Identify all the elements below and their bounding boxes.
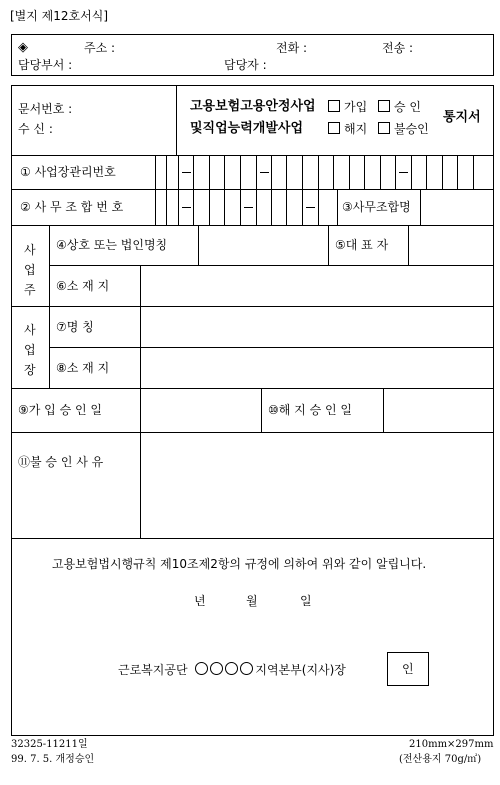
company-name-label: ④상호 또는 법인명칭 <box>56 238 168 252</box>
workplace-address-label: ⑧소 재 지 <box>56 361 110 375</box>
agency-header-box <box>11 34 494 76</box>
doc-number-label: 문서번호 : <box>18 102 73 116</box>
paper-type: (전산용지 70g/㎡) <box>399 754 482 765</box>
workplace-mgmt-no-label: ① 사업장관리번호 <box>20 165 116 179</box>
option-disapprove: 불승인 <box>378 122 429 135</box>
notice-title: 통지서 <box>443 110 481 125</box>
department-label: 담당부서 : <box>18 58 73 72</box>
fax-label: 전송 : <box>382 41 414 55</box>
workplace-section-label: 사 업 장 <box>24 323 36 377</box>
title-line1: 고용보험고용안정사업 <box>190 99 316 114</box>
phone-label: 전화 : <box>276 41 308 55</box>
blank-circles <box>195 663 255 677</box>
cancel-approval-date-label: ⑩해 지 승 인 일 <box>268 403 352 417</box>
title-line2: 및직업능력개발사업 <box>190 121 304 136</box>
official-seal-box <box>387 652 429 686</box>
disapprove-checkbox[interactable] <box>378 122 390 134</box>
disapproval-reason-label: ⑪불 승 인 사 유 <box>18 455 104 469</box>
legal-statement: 고용보험법시행규칙 제10조제2항의 규정에 의하여 위와 같이 알립니다. <box>52 557 427 571</box>
manager-label: 담당자 : <box>224 58 267 72</box>
date-year-label: 년 <box>194 594 206 608</box>
paper-size: 210mm×297mm <box>409 739 494 750</box>
form-code: 32325-11211일 <box>11 739 88 750</box>
date-day-label: 일 <box>300 594 312 608</box>
office-union-no-label: ② 사 무 조 합 번 호 <box>20 200 124 214</box>
workplace-name-label: ⑦명 칭 <box>56 320 94 334</box>
office-union-name-label: ③사무조합명 <box>342 200 411 214</box>
recipient-label: 수 신 : <box>18 122 53 136</box>
seal-label: 인 <box>402 662 414 676</box>
employer-address-label: ⑥소 재 지 <box>56 279 110 293</box>
date-month-label: 월 <box>246 594 258 608</box>
approve-checkbox[interactable] <box>378 100 390 112</box>
form-id: [별지 제12호서식] <box>10 9 108 23</box>
agency-logo-icon: ◈ <box>18 40 28 55</box>
option-approve: 승 인 <box>378 100 421 113</box>
cancel-checkbox[interactable] <box>328 122 340 134</box>
option-cancel: 해지 <box>328 122 367 135</box>
join-approval-date-label: ⑨가 입 승 인 일 <box>18 403 102 417</box>
address-label: 주소 : <box>84 41 116 55</box>
employer-section-label: 사 업 주 <box>24 243 36 297</box>
join-checkbox[interactable] <box>328 100 340 112</box>
revision-note: 99. 7. 5. 개정승인 <box>11 754 95 765</box>
issuer-line: 근로복지공단 지역본부(지사)장 <box>118 663 346 677</box>
representative-label: ⑤대 표 자 <box>335 238 389 252</box>
option-join: 가입 <box>328 100 367 113</box>
